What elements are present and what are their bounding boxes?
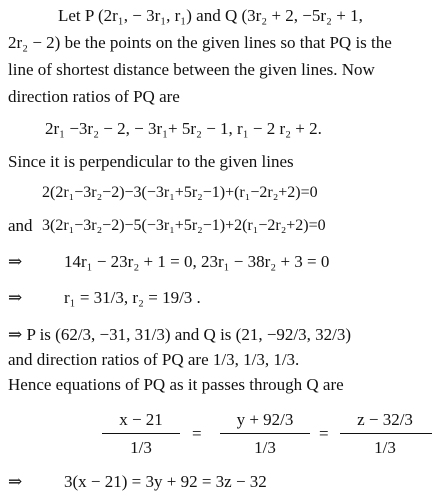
numerator-z: z − 32/3	[357, 410, 413, 429]
fraction-bar	[340, 433, 432, 434]
denominator-2: 1/3	[254, 438, 276, 457]
equals-sign: =	[192, 424, 202, 443]
perpendicular-equation-1: 2(2r₁−3r₂−2)−3(−3r₁+5r₂−1)+(r₁−2r₂+2)=0	[42, 184, 318, 201]
solution-values: r₁ = 31/3, r₂ = 19/3 .	[64, 288, 201, 307]
simplified-equations: 14r₁ − 23r₂ + 1 = 0, 23r₁ − 38r₂ + 3 = 0	[64, 252, 330, 271]
numerator-x: x − 21	[119, 410, 163, 429]
text-line-2: 2r₂ − 2) be the points on the given lines so that PQ is the	[8, 33, 392, 52]
text-line-4: direction ratios of PQ are	[8, 87, 180, 106]
text-line-1: Let P (2r₁, − 3r₁, r₁) and Q (3r₂ + 2, −5r₂ + 1,	[58, 6, 363, 25]
fraction-bar	[102, 433, 180, 434]
perpendicular-equation-2: 3(2r₁−3r₂−2)−5(−3r₁+5r₂−1)+2(r₁−2r₂+2)=0	[42, 217, 326, 234]
equals-sign: =	[319, 424, 329, 443]
hence-line: Hence equations of PQ as it passes through Q are	[8, 375, 344, 394]
numerator-y: y + 92/3	[236, 410, 294, 429]
final-equation: 3(x − 21) = 3y + 92 = 3z − 32	[64, 472, 267, 491]
text-line-3: line of shortest distance between the given lines. Now	[8, 60, 375, 79]
denominator-1: 1/3	[130, 438, 152, 457]
direction-ratios-line: and direction ratios of PQ are 1/3, 1/3, 1/3.	[8, 350, 300, 369]
fraction-bar	[220, 433, 310, 434]
denominator-3: 1/3	[374, 438, 396, 457]
direction-ratios-expression: 2r₁ −3r₂ − 2, − 3r₁+ 5r₂ − 1, r₁ − 2 r₂ + 2.	[45, 119, 322, 138]
implies-arrow: ⇒	[8, 252, 23, 271]
implies-arrow: ⇒	[8, 472, 23, 491]
and-label: and	[8, 216, 33, 235]
implies-arrow: ⇒	[8, 288, 23, 307]
points-line: ⇒ P is (62/3, −31, 31/3) and Q is (21, −92/3, 32/3)	[8, 325, 352, 344]
text-line-6: Since it is perpendicular to the given lines	[8, 152, 294, 171]
